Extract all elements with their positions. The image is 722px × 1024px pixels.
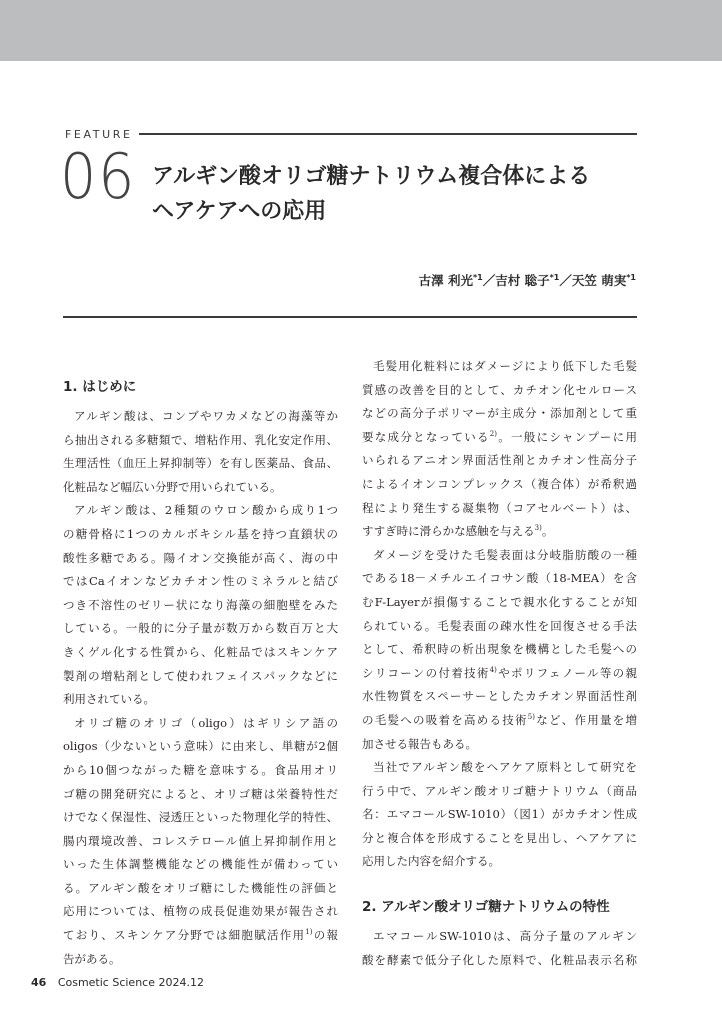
text-line: である18－メチルエイコサン酸（18-MEA）を含 <box>362 571 637 586</box>
author-separator: ／ <box>559 273 572 288</box>
text-line: アルギン酸は、2種類のウロン酸から成り1つ <box>74 503 338 518</box>
paragraph <box>362 355 637 544</box>
top-rule <box>139 133 637 135</box>
section-heading: 1. はじめに <box>63 379 137 395</box>
author-line <box>419 271 636 289</box>
text-line: によるイオンコンプレックス（複合体）が希釈過 <box>362 476 637 491</box>
section-rule <box>63 316 637 318</box>
text-line: 応用については、植物の成長促進効果が報告され <box>63 904 338 919</box>
page-number: 46 <box>31 976 47 989</box>
text-line: 応用した内容を紹介する。 <box>362 854 500 869</box>
text-line: 水性物質をスペーサーとしたカチオン界面活性剤 <box>362 689 637 704</box>
text-fragment: 。 <box>541 524 554 539</box>
text-line: の糖骨格に1つのカルボキシル基を持つ直鎖状の <box>63 526 338 541</box>
text-line: けでなく保湿性、浸透圧といった物理化学的特性、 <box>63 810 338 825</box>
text-line: ら抽出される多糖類で、増粘作用、乳化安定作用、 <box>63 432 338 447</box>
text-line: 加させる報告もある。 <box>362 736 477 751</box>
text-line <box>362 520 637 544</box>
text-line: きくゲル化する性質から、化粧品ではスキンケア <box>63 644 338 659</box>
issue-date: 2024.12 <box>158 976 204 989</box>
text-line: 利用されている。 <box>63 692 155 707</box>
text-line: 程により発生する凝集物（コアセルベート）は、 <box>362 500 637 515</box>
text-line: エマコールSW-1010は、高分子量のアルギン <box>373 929 637 944</box>
text-fragment: やポリフェノール等の親 <box>496 665 637 680</box>
text-line: アルギン酸は、コンブやワカメなどの海藻等か <box>74 409 338 423</box>
text-fragment: など、作用量を増 <box>534 712 637 727</box>
text-line: 告がある。 <box>63 951 121 966</box>
paragraph <box>63 712 338 972</box>
text-line: 毛髪用化粧料にはダメージにより低下した毛髪 <box>373 359 637 373</box>
text-line <box>362 709 637 733</box>
text-line: 名：エマコールSW-1010）（図1）がカチオン性成 <box>362 807 637 822</box>
author-affiliation-mark: *1 <box>626 272 636 282</box>
text-line: られている。毛髪表面の疎水性を回復させる手法 <box>362 618 637 633</box>
text-line: むF-Layerが損傷することで親水化することが知 <box>362 594 637 609</box>
text-line <box>362 662 637 686</box>
text-line: 行う中で、アルギン酸オリゴ糖ナトリウム（商品 <box>362 783 637 798</box>
text-fragment: 要な成分となっている <box>362 429 490 444</box>
text-line: 生理活性（血圧上昇抑制等）を有し医薬品、食品、 <box>63 456 338 471</box>
feature-number: 06 <box>60 140 137 213</box>
author-name: 古澤 利光 <box>418 273 473 288</box>
magazine-name: Cosmetic Science <box>57 976 155 989</box>
text-line: 製剤の増粘剤として使われフェイスパックなどに <box>63 668 338 683</box>
text-line: つき不溶性のゼリー状になり海藻の細胞壁をみた <box>63 597 338 612</box>
text-line: として、希釈時の析出現象を機構とした毛髪への <box>362 642 637 657</box>
author-separator: ／ <box>482 273 496 288</box>
author-name: 天笠 萌実 <box>571 273 627 288</box>
text-line: している。一般的に分子量が数万から数百万と大 <box>63 621 338 636</box>
citation-ref: 3) <box>534 524 542 533</box>
text-line: ダメージを受けた毛髪表面は分岐脂肪酸の一種 <box>373 547 637 562</box>
citation-ref: 2) <box>489 429 497 438</box>
left-column <box>63 355 338 971</box>
text-fragment: シリコーンの付着技術 <box>362 665 490 680</box>
text-line: などの高分子ポリマーが主成分・添加剤として重 <box>362 406 637 421</box>
text-line: 当社でアルギン酸をヘアケア原料として研究を <box>373 760 637 775</box>
title-line-1: アルギン酸オリゴ糖ナトリウム複合体による <box>152 164 591 189</box>
text-line: ではCaイオンなどカチオン性のミネラルと結び <box>63 574 338 589</box>
text-line: 酸性多糖である。陽イオン交換能が高く、海の中 <box>63 550 338 565</box>
paragraph <box>63 499 338 711</box>
paragraph <box>362 756 637 874</box>
author-affiliation-mark: *1 <box>549 272 560 282</box>
author-name: 吉村 聡子 <box>495 273 550 288</box>
text-line: oligos（少ないという意味）に由来し、単糖が2個 <box>63 739 338 754</box>
text-line: いられるアニオン界面活性剤とカチオン性高分子 <box>362 453 637 468</box>
section-heading: 2. アルギン酸オリゴ糖ナトリウムの特性 <box>362 899 610 916</box>
text-line: 分と複合体を形成することを見出し、ヘアケアに <box>362 830 637 845</box>
text-line: 腸内環境改善、コレステロール値上昇抑制作用と <box>63 833 338 848</box>
text-line: 質感の改善を目的として、カチオン化セルロース <box>362 382 637 397</box>
text-fragment: ており、スキンケア分野では細胞賦活作用 <box>63 928 306 943</box>
header-band <box>0 0 722 61</box>
paragraph <box>63 405 338 499</box>
text-line: から10個つながった糖を意味する。食品用オリ <box>63 762 338 777</box>
paragraph <box>362 925 637 972</box>
right-column <box>362 355 637 972</box>
feature-label: FEATURE <box>65 128 133 141</box>
citation-ref: 5) <box>527 713 535 722</box>
page-footer <box>31 976 204 989</box>
title-line-2: ヘアケアへの応用 <box>152 199 327 224</box>
author-affiliation-mark: *1 <box>473 272 483 282</box>
text-fragment: の報 <box>312 928 338 943</box>
text-fragment: 。一般にシャンプーに用 <box>496 429 637 444</box>
text-line: いった生体調整機能などの機能性が備わってい <box>63 857 338 872</box>
text-line <box>63 924 338 948</box>
paragraph <box>362 544 637 756</box>
text-line: る。アルギン酸をオリゴ糖にした機能性の評価と <box>63 880 338 895</box>
citation-ref: 4) <box>489 665 497 674</box>
text-fragment: すすぎ時に滑らかな感触を与える <box>362 524 535 539</box>
article-title <box>152 159 632 229</box>
text-line: ゴ糖の開発研究によると、オリゴ糖は栄養特性だ <box>63 786 338 801</box>
text-line: オリゴ糖のオリゴ（oligo）はギリシア語の <box>74 715 338 730</box>
text-line: 化粧品など幅広い分野で用いられている。 <box>63 479 282 494</box>
citation-ref: 1) <box>305 928 313 937</box>
text-line: 酸を酵素で低分子化した原料で、化粧品表示名称 <box>362 952 637 967</box>
text-fragment: の毛髪への吸着を高める技術 <box>362 712 528 727</box>
text-line <box>362 426 637 450</box>
